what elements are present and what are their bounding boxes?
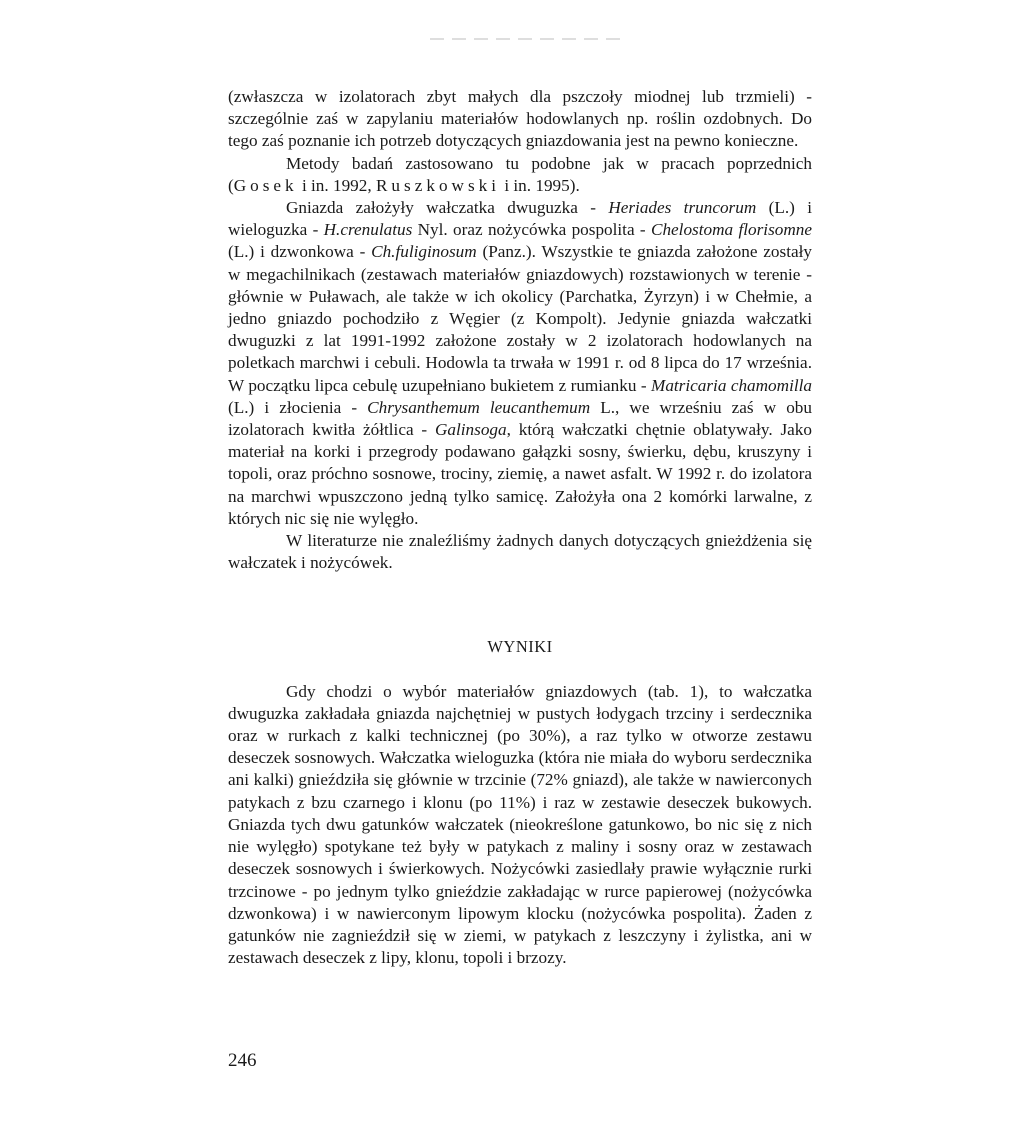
heading-spacer bbox=[228, 659, 812, 681]
nests-paragraph bbox=[228, 197, 812, 530]
nests-text-a: Gniazda założyły wałczatka dwuguzka - bbox=[286, 198, 609, 218]
intro-paragraph-1-text: (zwłaszcza w izolatorach zbyt małych dla pszczoły miodnej lub trzmieli) - szczególnie zaś w zapylaniu materiałów hodowlanych np. roślin ozdobnych. Do tego zaś poznanie ich potrzeb dotyczących gniazdowania jest na pewno konieczne. bbox=[228, 87, 812, 151]
results-paragraph bbox=[228, 681, 812, 970]
results-paragraph-text: Gdy chodzi o wybór materiałów gniazdowych (tab. 1), to wałczatka dwuguzka zakładała gniazda najchętniej w pustych łodygach trzciny i serdecznika oraz w rurkach z kalki technicznej (po 30%), a raz tylko w otworze zestawu deseczek sosnowych. Wałczatka wieloguzka (która nie miała do wyboru serdecznika ani kalki) gnieździła się głównie w trzcinie (72% gniazd), ale także w nawierconych patykach z bzu czarnego i klonu (po 11%) i raz w zestawie deseczek bukowych. Gniazda tych dwu gatunków wałczatek (nieokreślone gatunkowo, bo nic się z nich nie wylęgło) spotykane też były w patykach z maliny i sosny oraz w zestawach deseczek sosnowych i świerkowych. Nożycówki zasiedlały prawie wyłącznie rurki trzcinowe - po jednym tylko gnieździe zakładając w rurce papierowej (nożycówka dzwonkowa) i w nawierconym lipowym klocku (nożycówka pospolita). Żaden z gatunków nie zagnieździł się w ziemi, w patykach z leszczyny i żylistka, ani w zestawach deseczek z lipy, klonu, topoli i brzozy. bbox=[228, 681, 812, 968]
nests-text-b: (L.) i wieloguzka - bbox=[228, 198, 812, 240]
nests-text-g: L., we wrześniu zaś w obu izolatorach kwitła żółtlica - bbox=[228, 397, 812, 440]
nests-text-e: (Panz.). Wszystkie te gniazda założone zostały w megachilnikach (zestawach materiałów gniazdowych) rozstawionych w terenie - głównie w Puławach, ale także w ich okolicy (Parchatka, Żyrzyn) i w Chełmie, a jedno gniazdo pochodziło z Węgier (z Kompolt). Jedynie gniazda wałczatki dwuguzki z lat 1991-1992 założone zostały w 2 izolatorach hodowlanych na poletkach marchwi i cebuli. Hodowla ta trwała w 1991 r. od 8 lipca do 17 września. W początku lipca cebulę uzupełniano bukietem z rumianku - bbox=[228, 242, 812, 395]
species-ch-fuliginosum: Ch.fuliginosum bbox=[371, 242, 477, 262]
species-matricaria-chamomilla: Matricaria chamomilla bbox=[651, 375, 812, 395]
species-galinsoga: Galinsoga bbox=[435, 420, 507, 440]
literature-paragraph bbox=[228, 530, 812, 574]
author-ruszkowski: Ruszkowski bbox=[375, 175, 501, 195]
methods-text-c: i in. 1995). bbox=[500, 175, 580, 195]
page-number: 246 bbox=[228, 1050, 257, 1071]
nests-text-h: , którą wałczatki chętnie oblatywały. Jako materiał na korki i przegrody podawano gałązki sosny, świerku, dębu, kruszyny i topoli, oraz próchno sosnowe, trociny, ziemię, a nawet asfalt. W 1992 r. do izolatora na marchwi wpuszczono jedną tylko samicę. Założyła ona 2 komórki larwalne, z których nic się nie wylęgło. bbox=[228, 420, 812, 528]
section-heading-wyniki: WYNIKI bbox=[487, 637, 553, 657]
methods-text-a: Metody badań zastosowano tu podobne jak w pracach poprzednich ( bbox=[228, 153, 812, 195]
literature-paragraph-text: W literaturze nie znaleźliśmy żadnych danych dotyczących gnieżdżenia się wałczatek i nożycówek. bbox=[228, 531, 812, 573]
species-heriades-truncorum: Heriades truncorum bbox=[608, 198, 757, 218]
species-chrysanthemum-leucanthemum: Chrysanthemum leucanthemum bbox=[367, 397, 591, 417]
author-gosek: Gosek bbox=[233, 175, 298, 195]
scan-artifact-line bbox=[430, 38, 620, 40]
nests-text-d: (L.) i dzwonkowa - bbox=[228, 242, 372, 262]
species-h-crenulatus: H.crenulatus bbox=[323, 220, 413, 240]
nests-text-f: (L.) i złocienia - bbox=[228, 397, 368, 417]
methods-paragraph bbox=[228, 153, 812, 197]
intro-paragraph-1 bbox=[228, 86, 812, 153]
section-spacer bbox=[228, 574, 812, 636]
nests-text-c: Nyl. oraz nożycówka pospolita - bbox=[412, 220, 651, 240]
species-chelostoma-florisomne: Chelostoma florisomne bbox=[651, 220, 812, 240]
methods-text-b: i in. 1992, bbox=[297, 175, 376, 195]
text-body bbox=[228, 86, 812, 969]
